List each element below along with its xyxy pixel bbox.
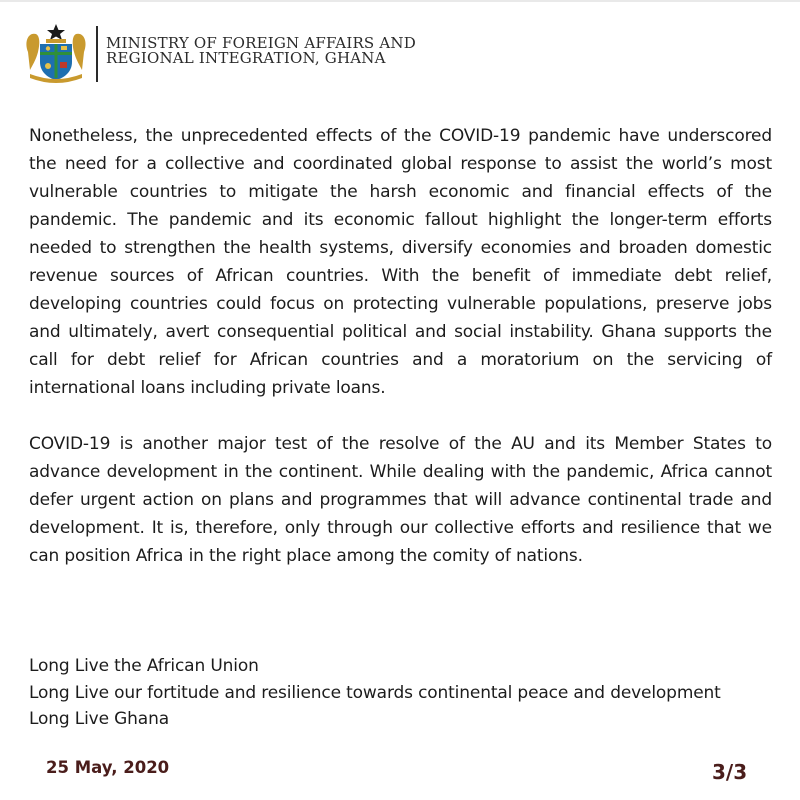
closing-line: Long Live the African Union	[29, 656, 259, 676]
statement-body	[29, 122, 772, 570]
paragraph: Nonetheless, the unprecedented effects of the COVID-19 pandemic have underscored the need for a collective and coordinated global response to assist the world’s most vulnerable countries to mitigate the harsh economic and financial effects of the pandemic. The pandemic and its economic fallout highlight the longer-term efforts needed to strengthen the health systems, diversify economies and broaden domestic revenue sources of African countries. With the benefit of immediate debt relief, developing countries could focus on protecting vulnerable populations, preserve jobs and ultimately, avert consequential political and social instability. Ghana supports the call for debt relief for African countries and a moratorium on the servicing of international loans including private loans.	[29, 126, 772, 398]
ministry-name	[106, 36, 416, 66]
paragraph: COVID-19 is another major test of the resolve of the AU and its Member States to advance development in the continent. While dealing with the pandemic, Africa cannot defer urgent action on plans and programmes that will advance continental trade and development. It is, therefore, only through our collective efforts and resilience that we can position Africa in the right place among the comity of nations.	[29, 434, 772, 566]
closing-line: Long Live Ghana	[29, 709, 169, 729]
statement-date: 25 May, 2020	[46, 758, 170, 777]
ministry-name-line1: MINISTRY OF FOREIGN AFFAIRS AND	[106, 34, 416, 52]
ministry-name-line2: REGIONAL INTEGRATION, GHANA	[106, 49, 386, 67]
page-number: 3/3	[712, 760, 748, 784]
ghana-coat-of-arms-icon	[22, 22, 90, 84]
paragraph-gap	[29, 402, 772, 430]
closing-line: Long Live our fortitude and resilience towards continental peace and development	[29, 682, 721, 703]
header-divider	[96, 26, 98, 82]
closing-lines	[29, 653, 721, 733]
top-border	[0, 0, 800, 2]
